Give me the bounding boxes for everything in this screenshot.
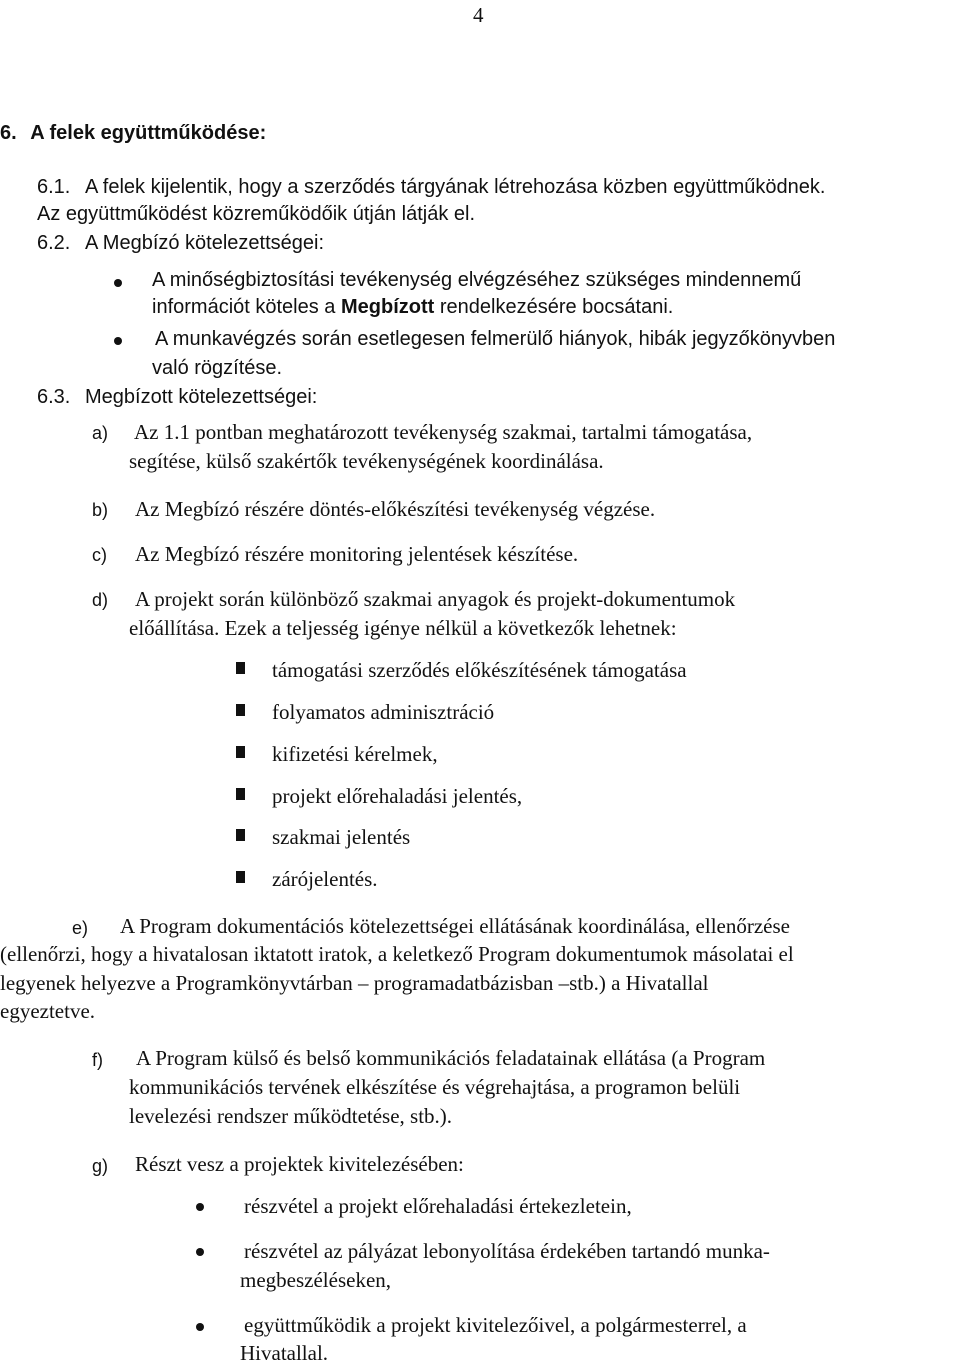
square-bullet-icon: [236, 829, 245, 841]
bullet1-text-bold: Megbízott: [340, 296, 435, 318]
bullet-icon: [196, 1203, 204, 1211]
item-d-subitem: támogatási szerződés előkészítésének támogatása: [272, 658, 687, 682]
square-bullet-icon: [236, 662, 245, 674]
bullet1-text-pre: információt köteles a: [152, 296, 341, 318]
bullet-icon: [196, 1248, 204, 1256]
item-a-label: a): [92, 423, 109, 443]
item-c-text: Az Megbízó részére monitoring jelentések készítése.: [135, 542, 579, 566]
item-e-line2: (ellenőrzi, hogy a hivatalosan iktatott iratok, a keletkező Program dokumentumok másolatai el: [0, 942, 794, 966]
item-d-subitem: zárójelentés.: [272, 867, 378, 891]
clause-6-2-bullet1-line2: [152, 296, 673, 319]
item-a-line2: segítése, külső szakértők tevékenységének koordinálása.: [129, 449, 604, 473]
item-d-label: d): [92, 590, 109, 610]
item-f-label: f): [92, 1050, 103, 1070]
square-bullet-icon: [236, 788, 245, 800]
item-b-label: b): [92, 500, 109, 520]
section-heading: [0, 122, 266, 145]
bullet-icon: [114, 279, 122, 287]
item-e-line3: legyenek helyezve a Programkönyvtárban – programadatbázisban –stb.) a Hivatallal: [0, 971, 709, 995]
square-bullet-icon: [236, 746, 245, 758]
clause-6-1-line1: A felek kijelentik, hogy a szerződés tárgyának létrehozása közben együttműködnek.: [85, 176, 826, 198]
clause-6-2-bullet2-line1: A munkavégzés során esetlegesen felmerülő hiányok, hibák jegyzőkönyvben: [155, 328, 836, 350]
item-a-line1: Az 1.1 pontban meghatározott tevékenység szakmai, tartalmi támogatása,: [134, 420, 753, 444]
square-bullet-icon: [236, 871, 245, 883]
item-d-line2: előállítása. Ezek a teljesség igénye nélkül a következők lehetnek:: [129, 616, 677, 640]
bullet-icon: [114, 337, 122, 345]
clause-6-3-number: 6.3.: [37, 386, 71, 408]
item-g-bullet3-line1: együttműködik a projekt kivitelezőivel, a polgármesterrel, a: [244, 1313, 747, 1337]
item-g-bullet3-line2: Hivatallal.: [240, 1341, 329, 1365]
item-d-line1: A projekt során különböző szakmai anyagok és projekt-dokumentumok: [135, 587, 736, 611]
clause-6-2-number: 6.2.: [37, 232, 71, 254]
item-d-subitem: szakmai jelentés: [272, 825, 411, 849]
item-e-label: e): [72, 918, 89, 938]
square-bullet-icon: [236, 704, 245, 716]
item-g-bullet1: részvétel a projekt előrehaladási értekezletein,: [244, 1194, 632, 1218]
section-title: A felek együttműködése:: [30, 122, 267, 144]
item-g-title: Részt vesz a projektek kivitelezésében:: [135, 1152, 464, 1176]
item-d-subitem: projekt előrehaladási jelentés,: [272, 784, 523, 808]
bullet1-text-post: rendelkezésére bocsátani.: [434, 296, 674, 318]
item-e-line4: egyeztetve.: [0, 999, 96, 1023]
clause-6-1-number: 6.1.: [37, 176, 71, 198]
item-g-label: g): [92, 1156, 109, 1176]
item-f-line2: kommunikációs tervének elkészítése és végrehajtása, a programon belüli: [129, 1075, 741, 1099]
item-e-line1: A Program dokumentációs kötelezettségei ellátásának koordinálása, ellenőrzése: [120, 914, 791, 938]
item-g-bullet2-line2: megbeszéléseken,: [240, 1268, 392, 1292]
page-number: 4: [473, 3, 484, 27]
item-c-label: c): [92, 545, 107, 565]
section-number: 6.: [0, 122, 17, 144]
clause-6-2-bullet2-line2: való rögzítése.: [152, 357, 283, 379]
item-g-bullet2-line1: részvétel az pályázat lebonyolítása érdekében tartandó munka-: [244, 1239, 770, 1263]
clause-6-3-title: Megbízott kötelezettségei:: [85, 386, 318, 408]
item-b-text: Az Megbízó részére döntés-előkészítési tevékenység végzése.: [135, 497, 656, 521]
clause-6-1-line2: Az együttműködést közreműködőik útján látják el.: [37, 203, 475, 225]
clause-6-2-bullet1-line1: A minőségbiztosítási tevékenység elvégzéséhez szükséges mindennemű: [152, 269, 802, 291]
item-f-line3: levelezési rendszer működtetése, stb.).: [129, 1104, 453, 1128]
item-f-line1: A Program külső és belső kommunikációs feladatainak ellátása (a Program: [136, 1046, 766, 1070]
bullet-icon: [196, 1323, 204, 1331]
item-d-subitem: kifizetési kérelmek,: [272, 742, 438, 766]
item-d-subitem: folyamatos adminisztráció: [272, 700, 495, 724]
clause-6-2-title: A Megbízó kötelezettségei:: [85, 232, 325, 254]
